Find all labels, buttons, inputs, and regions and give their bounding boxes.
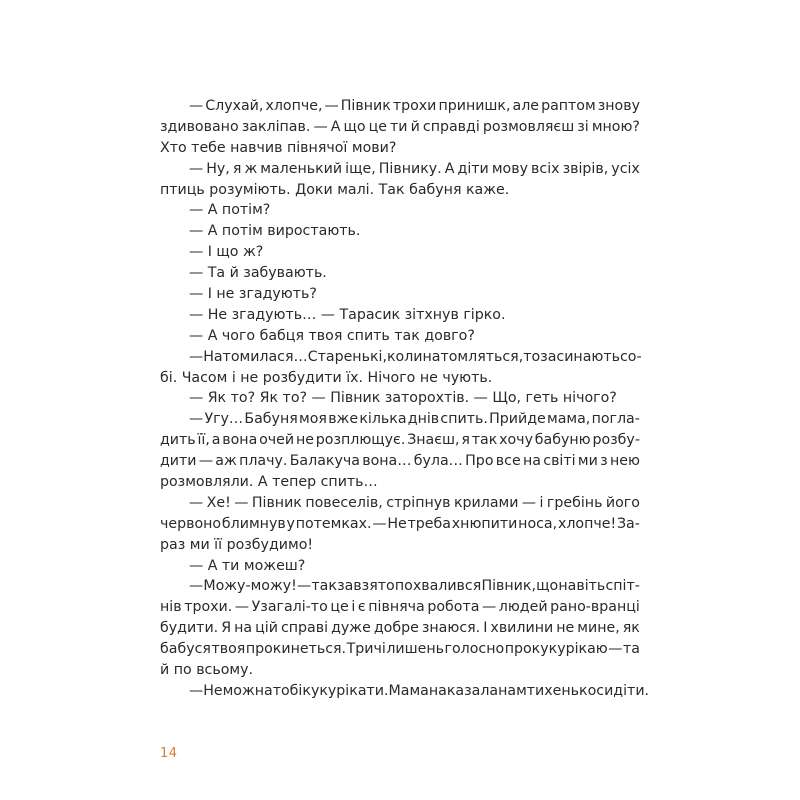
text-line: бі. Часом і не розбудити їх. Нічого не чують.	[160, 369, 493, 386]
text-line: птиць розуміють. Доки малі. Так бабуня каже.	[160, 181, 510, 198]
text-line: бабуся твоя прокинеться. Тричі лишень голосно прокукурікаю — та	[160, 641, 640, 658]
text-line: нів трохи. — Узагалі-то це і є півняча робота — людей рано-вранці	[160, 599, 640, 616]
text-line: будити. Я на цій справі дуже добре знаюся. І хвилини не мине, як	[160, 620, 640, 637]
text-line: здивовано закліпав. — А що це ти й справді розмовляєш зі мною?	[160, 118, 640, 135]
text-line: червоно блимнув у потемках. — Не треба хнюпити носа, хлопче! За-	[160, 515, 640, 532]
text-line: дити — аж плачу. Балакуча вона… була… Про все на світі ми з нею	[160, 453, 640, 470]
text-line: раз ми її розбудимо!	[160, 536, 314, 553]
text-line: — Ну, я ж маленький іще, Півнику. А діти мову всіх звірів, усіх	[189, 160, 640, 177]
text-line: Хто тебе навчив півнячої мови?	[160, 139, 397, 156]
text-line: — А потім?	[189, 202, 271, 219]
text-line: — І що ж?	[189, 244, 264, 261]
text-line: — Можу-можу! — так завзято похвалився Півник, що навіть спіт-	[189, 578, 640, 595]
text-line: розмовляли. А тепер спить…	[160, 474, 378, 491]
text-line: — А чого бабця твоя спить так довго?	[189, 327, 475, 344]
text-line: — І не згадують?	[189, 286, 317, 303]
text-line: — Як то? Як то? — Півник заторохтів. — Що, геть нічого?	[189, 390, 617, 407]
text-line: дить її, а вона очей не розплющує. Знаєш, я так хочу бабуню розбу-	[160, 432, 640, 449]
text-line: й по всьому.	[160, 662, 254, 679]
text-line: — Хе! — Півник повеселів, стріпнув крилами — і гребінь його	[189, 494, 640, 511]
text-line: — Не можна тобі кукурікати. Мама наказала нам тихенько сидіти.	[189, 682, 650, 699]
text-line: — Не згадують… — Тарасик зітхнув гірко.	[189, 306, 506, 323]
text-line: — Натомилася… Старенькі, коли натомляться, то засинають со-	[189, 348, 642, 365]
page-number: 14	[160, 746, 178, 761]
text-line: — А потім виростають.	[189, 223, 361, 240]
text-line: — Слухай, хлопче, — Півник трохи принишк, але раптом знову	[189, 98, 640, 114]
text-line: — Та й забувають.	[189, 265, 327, 282]
text-line: — А ти можеш?	[189, 557, 306, 574]
text-line: — Угу… Бабуня моя вже кілька днів спить. Прийде мама, погла-	[189, 411, 640, 428]
body-text	[160, 96, 650, 702]
